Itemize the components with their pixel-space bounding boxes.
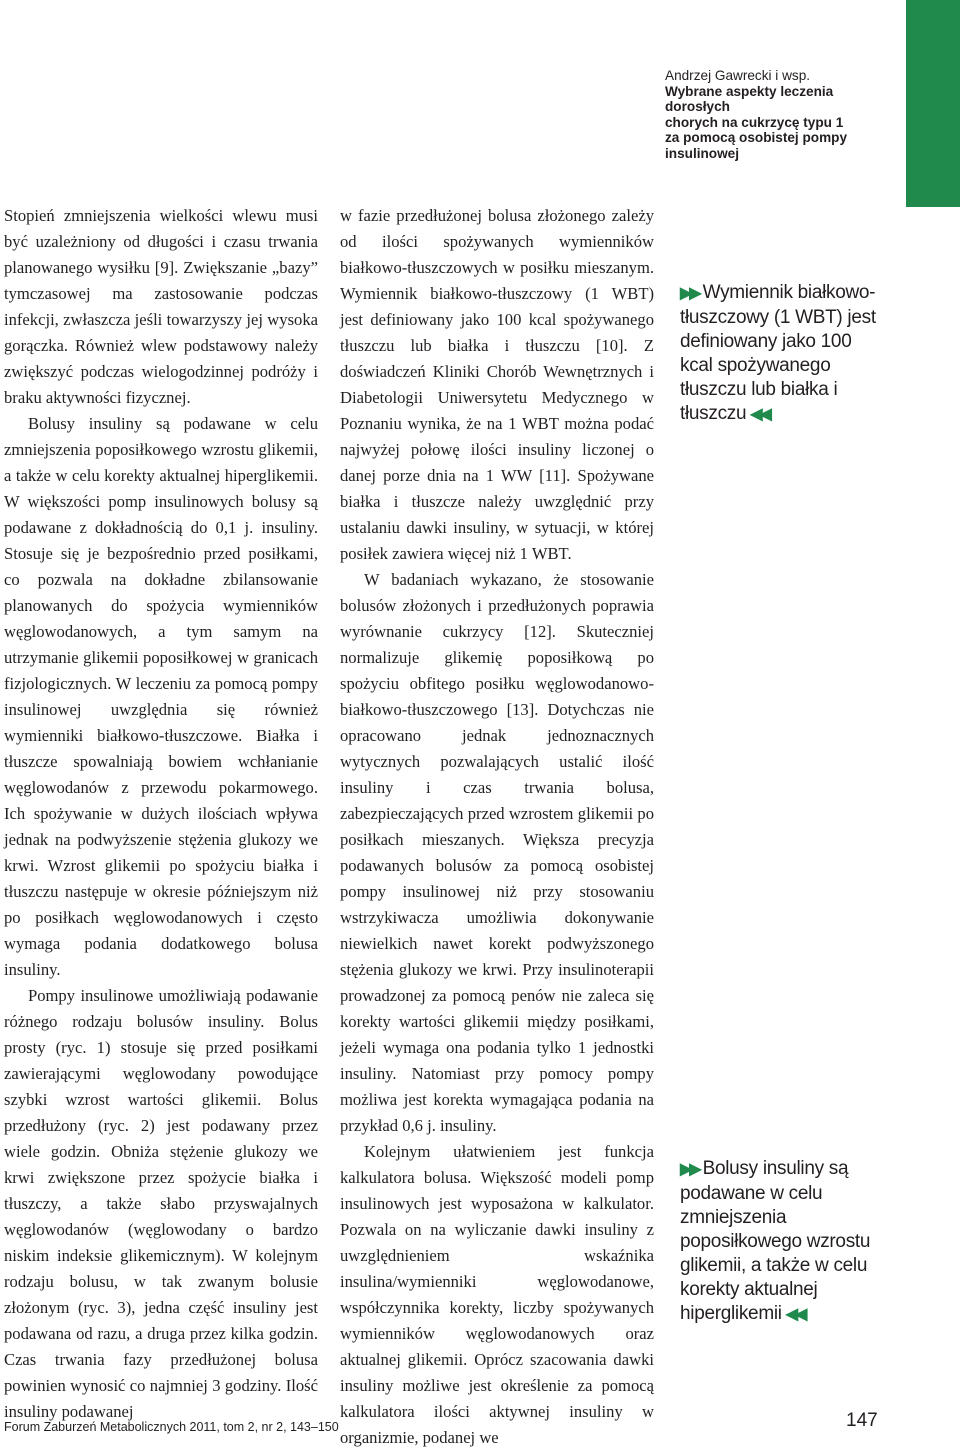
paragraph: Stopień zmniejszenia wielkości wlewu musi być uzależniony od długości i czasu trwania planowanego wysiłku [9]. Zwiększanie „bazy” tymczasowej ma zastosowanie podczas infekcji, zwłaszcza jeśli towarzyszy jej wysoka gorączka. Również wlew podstawowy należy zwiększyć podczas wielogodzinnej podróży i braku aktywności fizycznej. [4, 206, 318, 407]
paragraph: w fazie przedłużonej bolusa złożonego zależy od ilości spożywanych wymienników białkowo-tłuszczowych w posiłku mieszanym. Wymiennik białkowo-tłuszczowy (1 WBT) jest definiowany jako 100 kcal spożywanego tłuszczu lub białka i tłuszczu [10]. Z doświadczeń Kliniki Chorób Wewnętrznych i Diabetologii Uniwersytetu Medycznego w Poznaniu wynika, że na 1 WBT można podać najwyżej połowę ilości insuliny liczonej o danej porze dnia na 1 WW [11]. Spożywane białka i tłuszcze należy uwzględnić przy ustalaniu dawki insuliny, w sytuacji, w której posiłek zawiera więcej niż 1 WBT. [340, 206, 654, 563]
pullquote [680, 1157, 880, 1327]
left-text-column [4, 203, 318, 1425]
pullquote-text: Wymiennik białkowo-tłuszczowy (1 WBT) jest definiowany jako 100 kcal spożywanego tłuszczu lub białka i tłuszczu [680, 282, 876, 424]
paragraph: W badaniach wykazano, że stosowanie bolusów złożonych i przedłużonych poprawia wyrównanie cukrzycy [12]. Skuteczniej normalizuje glikemię poposiłkową po spożyciu obfitego posiłku węglowodanowo-białkowo-tłuszczowego [13]. Dotychczas nie opracowano jednak jednoznacznych wytycznych pozwalających ustalić ilość insuliny i czas trwania bolusa, zabezpieczających przed wzrostem glikemii po posiłkach mieszanych. Większa precyzja podawanych bolusów za pomocą osobistej pompy insulinowej niż przy stosowaniu wstrzykiwacza umożliwia dokonywanie niewielkich nawet korekt podwyższonego stężenia glukozy we krwi. Przy insulinoterapii prowadzonej za pomocą penów nie zaleca się korekty wartości glikemii między posiłkami, jeżeli wymaga ona podania tylko 1 jednostki insuliny. Natomiast przy pomocy pompy możliwa jest korekta wymagająca podania na przykład 0,6 j. insuliny. [340, 570, 654, 1135]
running-head-authors: Andrzej Gawrecki i wsp. [665, 68, 811, 83]
paragraph: Bolusy insuliny są podawane w celu zmniejszenia poposiłkowego wzrostu glikemii, a także w celu korekty aktualnej hiperglikemii. W większości pomp insulinowych bolusy są podawane z dokładnością do 0,1 j. insuliny. Stosuje się je bezpośrednio przed posiłkami, co pozwala na dokładne zbilansowanie planowanych do spożycia wymienników węglowodanowych, a tym samym na utrzymanie glikemii poposiłkowej w granicach fizjologicznych. W leczeniu za pomocą pompy insulinowej uwzględnia się również wymienniki białkowo-tłuszczowe. Białka i tłuszcze spowalniają bowiem wchłanianie węglowodanów z przewodu pokarmowego. Ich spożywanie w dużych ilościach wpływa jednak na podwyższenie stężenia glukozy we krwi. Wzrost glikemii po spożyciu białka i tłuszczu następuje w okresie późniejszym niż po posiłkach węglowodanowych i często wymaga podania dodatkowego bolusa insuliny. [4, 414, 318, 979]
double-arrow-left-icon: ◀◀ [750, 406, 769, 423]
color-tab [906, 0, 960, 207]
journal-citation: Forum Zaburzeń Metabolicznych 2011, tom 2, nr 2, 143–150 [4, 1420, 339, 1434]
double-arrow-right-icon: ▶▶ [680, 285, 699, 302]
running-head [665, 68, 900, 162]
pullquote-text: Bolusy insuliny są podawane w celu zmniejszenia poposiłkowego wzrostu glikemii, a także w celu korekty aktualnej hiperglikemii [680, 1158, 871, 1324]
running-head-title-line: chorych na cukrzycę typu 1 [665, 114, 844, 130]
middle-text-column [340, 203, 654, 1451]
paragraph: Pompy insulinowe umożliwiają podawanie różnego rodzaju bolusów insuliny. Bolus prosty (ryc. 1) stosuje się przed posiłkami zawierającymi węglowodany powodujące szybki wzrost wartości glikemii. Bolus przedłużony (ryc. 2) jest podawany przez wiele godzin. Obniża stężenie glukozy we krwi zwiększone przez spożycie białka i tłuszczy, a także słabo przyswajalnych węglowodanów (węglowodany o bardzo niskim indeksie glikemicznym). W kolejnym rodzaju bolusu, w tak zwanym bolusie złożonym (ryc. 3), jedna część insuliny jest podawana od razu, a druga przez kilka godzin. Czas trwania fazy przedłużonej bolusa powinien wynosić co najmniej 3 godziny. Ilość insuliny podawanej [4, 986, 318, 1421]
page-number: 147 [846, 1410, 878, 1431]
double-arrow-right-icon: ▶▶ [680, 1161, 699, 1178]
paragraph: Kolejnym ułatwieniem jest funkcja kalkulatora bolusa. Większość modeli pomp insulinowych jest wyposażona w kalkulator. Pozwala on na wyliczanie dawki insuliny z uwzględnieniem wskaźnika insulina/wymienniki węglowodanowe, współczynnika korekty, liczby spożywanych wymienników węglowodanowych oraz aktualnej glikemii. Oprócz szacowania dawki insuliny możliwe jest określenie za pomocą kalkulatora ilości aktywnej insuliny w organizmie, podanej we [340, 1142, 654, 1447]
running-head-title-line: za pomocą osobistej pompy insulinowej [665, 130, 848, 161]
running-head-title-line: Wybrane aspekty leczenia dorosłych [665, 83, 834, 115]
pullquote [680, 281, 880, 427]
double-arrow-left-icon: ◀◀ [785, 1306, 805, 1323]
